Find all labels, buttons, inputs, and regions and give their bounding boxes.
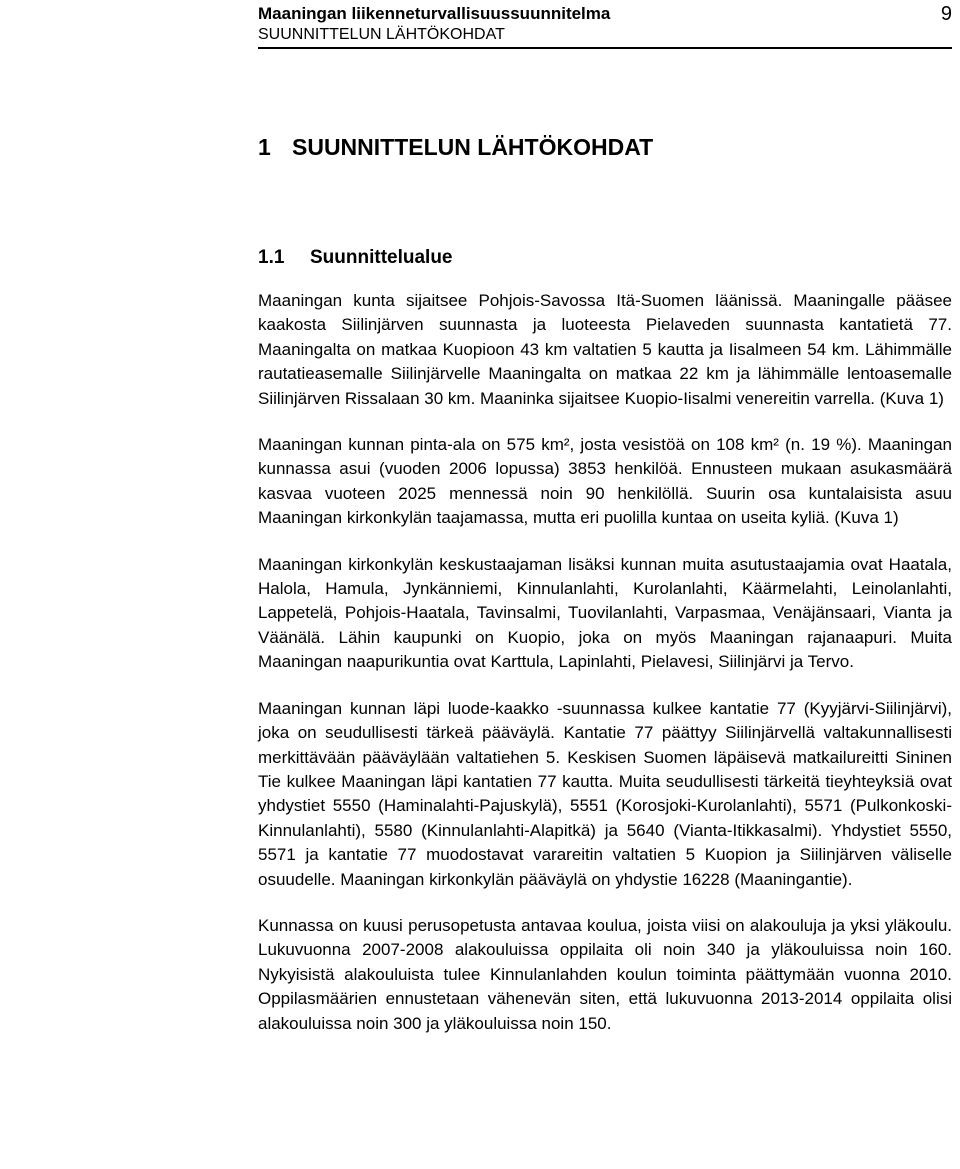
section-number: 1 bbox=[258, 134, 271, 160]
section-heading bbox=[258, 133, 653, 161]
body-text bbox=[258, 289, 952, 1058]
paragraph-villages: Maaningan kirkonkylän keskustaajaman lisäksi kunnan muita asutustaajamia ovat Haatala, Halola, Hamula, Jynkänniemi, Kinnulanlahti, Kurolanlahti, Käärmelahti, Leinolanlahti, Lappetelä, Pohjois-Haatala, Tavinsalmi, Tuovilanlahti, Varpasmaa, Venäjänsaari, Vianta ja Väänälä. Lähin kaupunki on Kuopio, joka on myös Maaningan rajanaapuri. Muita Maaningan naapurikuntia ovat Karttula, Lapinlahti, Pielavesi, Siilinjärvi ja Tervo. bbox=[258, 554, 952, 672]
document-subtitle: SUUNNITTELUN LÄHTÖKOHDAT bbox=[258, 26, 505, 43]
paragraph-schools: Kunnassa on kuusi perusopetusta antavaa koulua, joista viisi on alakouluja ja yksi yläkoulu. Lukuvuonna 2007-2008 alakouluissa oppilaita oli noin 340 ja yläkouluissa noin 160. Nykyisistä alakouluista tulee Kinnulanlahden koulun toiminta päättymään vuonna 2010. Oppilasmäärien ennustetaan vähenevän siten, että lukuvuonna 2013-2014 oppilaita olisi alakouluissa noin 300 ja yläkouluissa noin 150. bbox=[258, 915, 952, 1033]
page-number: 9 bbox=[940, 3, 952, 25]
document-title: Maaningan liikenneturvallisuussuunnitelma bbox=[258, 4, 611, 23]
subsection-number: 1.1 bbox=[258, 247, 285, 268]
subsection-title: Suunnittelualue bbox=[310, 247, 453, 268]
paragraph-population: Maaningan kunnan pinta-ala on 575 km², josta vesistöä on 108 km² (n. 19 %). Maaningan kunnassa asui (vuoden 2006 lopussa) 3853 henkilöä. Ennusteen mukaan asukasmäärä kasvaa vuoteen 2025 mennessä noin 90 henkilöllä. Suurin osa kuntalaisista asuu Maaningan kirkonkylän taajamassa, mutta eri puolilla kuntaa on useita kyliä. (Kuva 1) bbox=[258, 435, 952, 528]
section-title: SUUNNITTELUN LÄHTÖKOHDAT bbox=[292, 134, 654, 160]
paragraph-location: Maaningan kunta sijaitsee Pohjois-Savossa Itä-Suomen läänissä. Maaningalle pääsee kaakosta Siilinjärven suunnasta ja luoteesta Pielaveden suunnasta kantatietä 77. Maaningalta on matkaa Kuopioon 43 km valtatien 5 kautta ja Iisalmeen 54 km. Lähimmälle rautatieasemalle Siilinjärvelle Maaningalta on matkaa 22 km ja lähimmälle lentoasemalle Siilinjärven Rissalaan 30 km. Maaninka sijaitsee Kuopio-Iisalmi venereitin varrella. (Kuva 1) bbox=[258, 291, 952, 408]
paragraph-roads: Maaningan kunnan läpi luode-kaakko -suunnassa kulkee kantatie 77 (Kyyjärvi-Siilinjärvi), joka on seudullisesti tärkeä pääväylä. Kantatie 77 päättyy Siilinjärvellä valtakunnallisesti merkittävään pääväylään valtatiehen 5. Keskisen Suomen läpäisevä matkailureitti Sininen Tie kulkee Maaningan läpi kantatien 77 kautta. Muita seudullisesti tärkeitä tieyhteyksiä ovat yhdystiet 5550 (Haminalahti-Pajuskylä), 5551 (Korosjoki-Kurolanlahti), 5571 (Pulkonkoski-Kinnulanlahti), 5580 (Kinnulanlahti-Alapitkä) ja 5640 (Vianta-Itikkasalmi). Yhdystiet 5550, 5571 ja kantatie 77 muodostavat varareitin valtatien 5 Kuopion ja Siilinjärven väliselle osuudelle. Maaningan kirkonkylän pääväylä on yhdystie 16228 (Maaningantie). bbox=[258, 698, 952, 889]
subsection-heading bbox=[258, 246, 453, 270]
page-header bbox=[258, 3, 952, 49]
header-divider bbox=[258, 47, 952, 49]
